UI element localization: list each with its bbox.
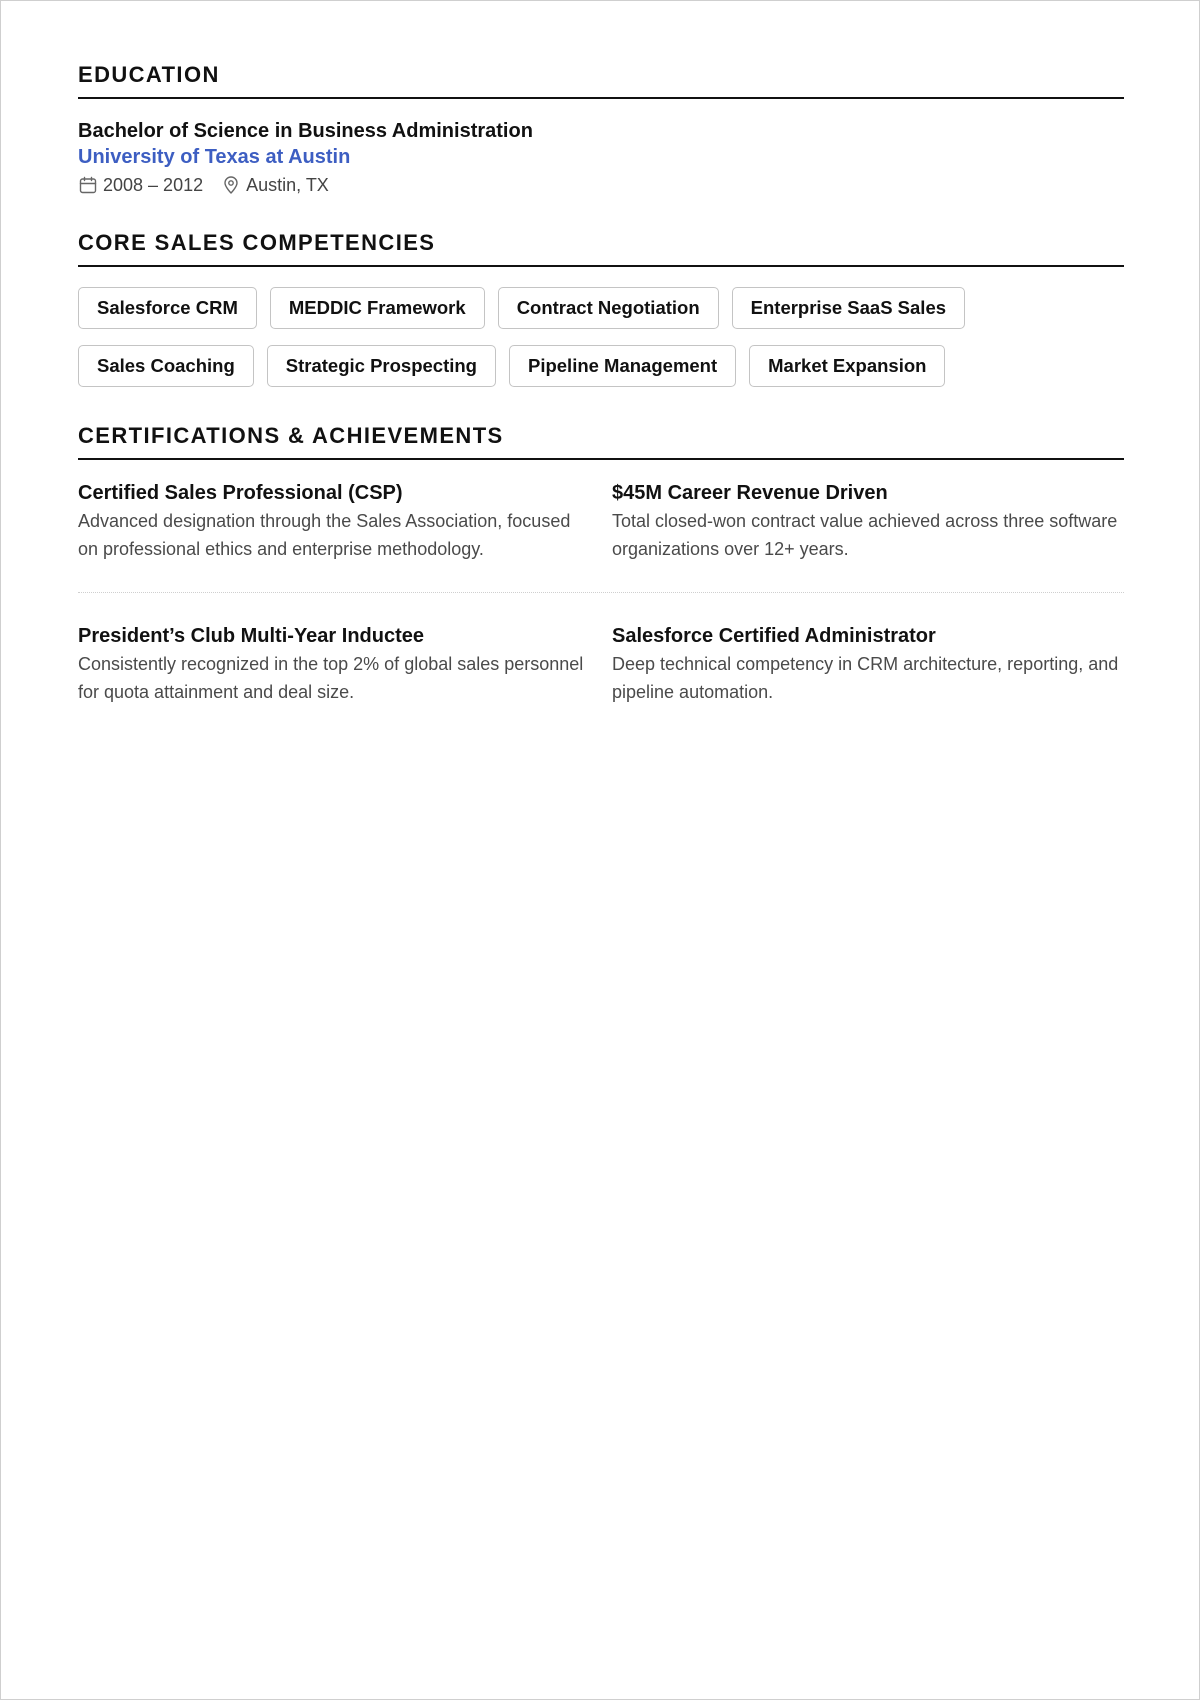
competency-chip: MEDDIC Framework xyxy=(270,287,485,329)
competency-chip: Contract Negotiation xyxy=(498,287,719,329)
certification-title: Certified Sales Professional (CSP) xyxy=(78,482,403,504)
competency-chip: Enterprise SaaS Sales xyxy=(732,287,965,329)
education-section xyxy=(78,57,1124,197)
competencies-heading: CORE SALES COMPETENCIES xyxy=(78,230,436,255)
resume-content xyxy=(78,57,1124,706)
section-divider xyxy=(78,265,1124,267)
competencies-section xyxy=(78,225,1124,403)
certification-description: Advanced designation through the Sales Association, focused on professional ethics and enterprise methodology. xyxy=(78,511,571,559)
certifications-dotted-divider xyxy=(78,592,1124,593)
competency-chip-list xyxy=(78,287,1124,403)
degree-title: Bachelor of Science in Business Administration xyxy=(78,120,533,142)
competency-chip: Pipeline Management xyxy=(509,345,736,387)
section-divider xyxy=(78,97,1124,99)
education-dates xyxy=(78,173,203,197)
section-divider xyxy=(78,458,1124,460)
education-location-text: Austin, TX xyxy=(246,175,329,195)
certifications-heading: CERTIFICATIONS & ACHIEVEMENTS xyxy=(78,423,504,448)
certification-item xyxy=(612,623,1124,706)
certifications-section xyxy=(78,418,1124,706)
certification-item xyxy=(612,480,1124,563)
education-dates-text: 2008 – 2012 xyxy=(103,175,204,195)
competency-chip: Sales Coaching xyxy=(78,345,254,387)
certification-title: $45M Career Revenue Driven xyxy=(612,482,888,504)
certification-title: President’s Club Multi-Year Inductee xyxy=(78,625,424,647)
school-name: University of Texas at Austin xyxy=(78,146,351,168)
calendar-icon xyxy=(78,175,98,195)
certification-item xyxy=(78,623,590,706)
certifications-row xyxy=(78,623,1124,706)
competency-chip: Market Expansion xyxy=(749,345,945,387)
competency-chip: Strategic Prospecting xyxy=(267,345,496,387)
education-meta xyxy=(78,173,1124,197)
certification-description: Consistently recognized in the top 2% of global sales personnel for quota attainment and deal size. xyxy=(78,654,584,702)
certification-description: Deep technical competency in CRM architecture, reporting, and pipeline automation. xyxy=(612,654,1119,702)
certification-title: Salesforce Certified Administrator xyxy=(612,625,936,647)
location-pin-icon xyxy=(221,175,241,195)
certification-item xyxy=(78,480,590,563)
certifications-row xyxy=(78,480,1124,563)
education-entry xyxy=(78,118,1124,197)
certifications-grid xyxy=(78,480,1124,706)
education-location xyxy=(221,173,329,197)
education-heading: EDUCATION xyxy=(78,62,220,87)
competency-chip: Salesforce CRM xyxy=(78,287,257,329)
certification-description: Total closed-won contract value achieved across three software organizations over 12+ years. xyxy=(612,511,1118,559)
